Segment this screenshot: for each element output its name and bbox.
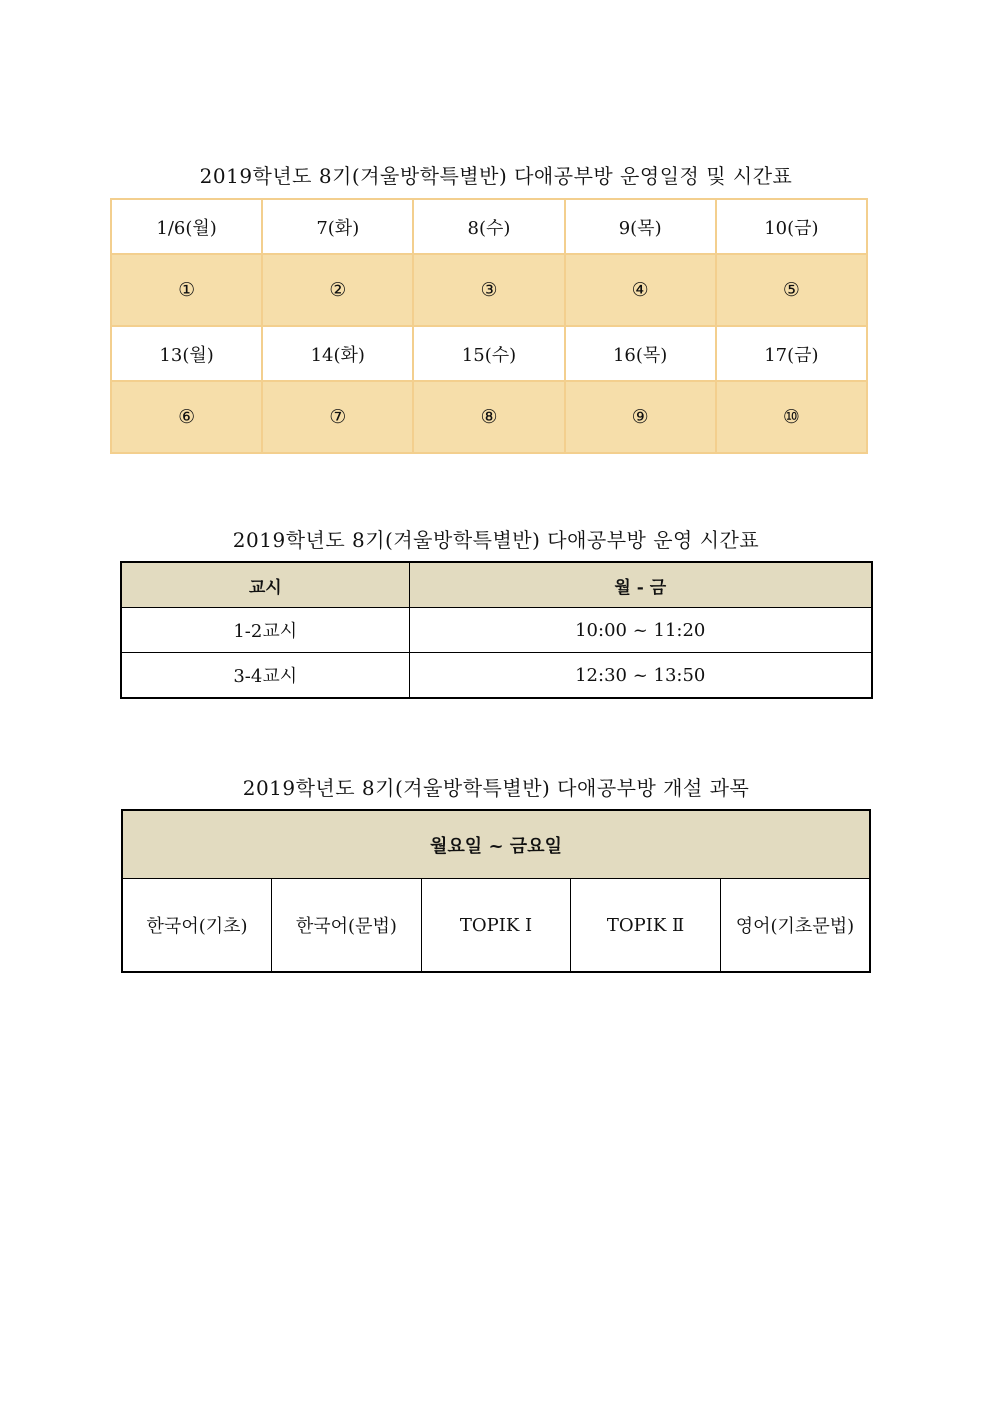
period-cell: 1-2교시: [121, 608, 409, 653]
schedule-title: 2019학년도 8기(겨울방학특별반) 다애공부방 운영일정 및 시간표: [199, 164, 793, 188]
date-cell: 7(화): [262, 199, 413, 254]
subject-cell: TOPIK Ⅰ: [421, 879, 571, 973]
timetable-header-row: [121, 562, 872, 608]
date-cell: 1/6(월): [111, 199, 262, 254]
date-cell: 15(수): [413, 326, 564, 381]
time-cell: 10:00 ~ 11:20: [409, 608, 872, 653]
period-cell: 3-4교시: [121, 653, 409, 699]
session-mark: ⑧: [413, 381, 564, 453]
subject-cell: 한국어(기초): [122, 879, 272, 973]
timetable-table: [120, 561, 873, 699]
session-mark: ⑤: [716, 254, 867, 326]
date-cell: 13(월): [111, 326, 262, 381]
subject-cell: 한국어(문법): [272, 879, 422, 973]
date-cell: 14(화): [262, 326, 413, 381]
date-cell: 10(금): [716, 199, 867, 254]
timetable-row: [121, 653, 872, 699]
session-mark: ①: [111, 254, 262, 326]
session-mark: ④: [565, 254, 716, 326]
subjects-table: [121, 809, 871, 973]
period-header: 교시: [121, 562, 409, 608]
session-mark: ③: [413, 254, 564, 326]
timetable-row: [121, 608, 872, 653]
subjects-row: [122, 879, 870, 973]
date-cell: 9(목): [565, 199, 716, 254]
subjects-header-row: [122, 810, 870, 879]
session-mark: ⑩: [716, 381, 867, 453]
subject-cell: 영어(기초문법): [720, 879, 870, 973]
time-cell: 12:30 ~ 13:50: [409, 653, 872, 699]
session-mark: ⑥: [111, 381, 262, 453]
session-mark: ②: [262, 254, 413, 326]
days-header: 월 - 금: [409, 562, 872, 608]
week2-dates-row: [111, 326, 867, 381]
date-cell: 17(금): [716, 326, 867, 381]
subject-cell: TOPIK Ⅱ: [571, 879, 721, 973]
session-mark: ⑨: [565, 381, 716, 453]
date-cell: 16(목): [565, 326, 716, 381]
week2-marks-row: [111, 381, 867, 453]
week1-marks-row: [111, 254, 867, 326]
date-cell: 8(수): [413, 199, 564, 254]
subjects-header: 월요일 ~ 금요일: [122, 810, 870, 879]
schedule-table: [110, 198, 868, 454]
session-mark: ⑦: [262, 381, 413, 453]
subjects-title: 2019학년도 8기(겨울방학특별반) 다애공부방 개설 과목: [242, 776, 750, 800]
timetable-title: 2019학년도 8기(겨울방학특별반) 다애공부방 운영 시간표: [232, 528, 760, 552]
week1-dates-row: [111, 199, 867, 254]
